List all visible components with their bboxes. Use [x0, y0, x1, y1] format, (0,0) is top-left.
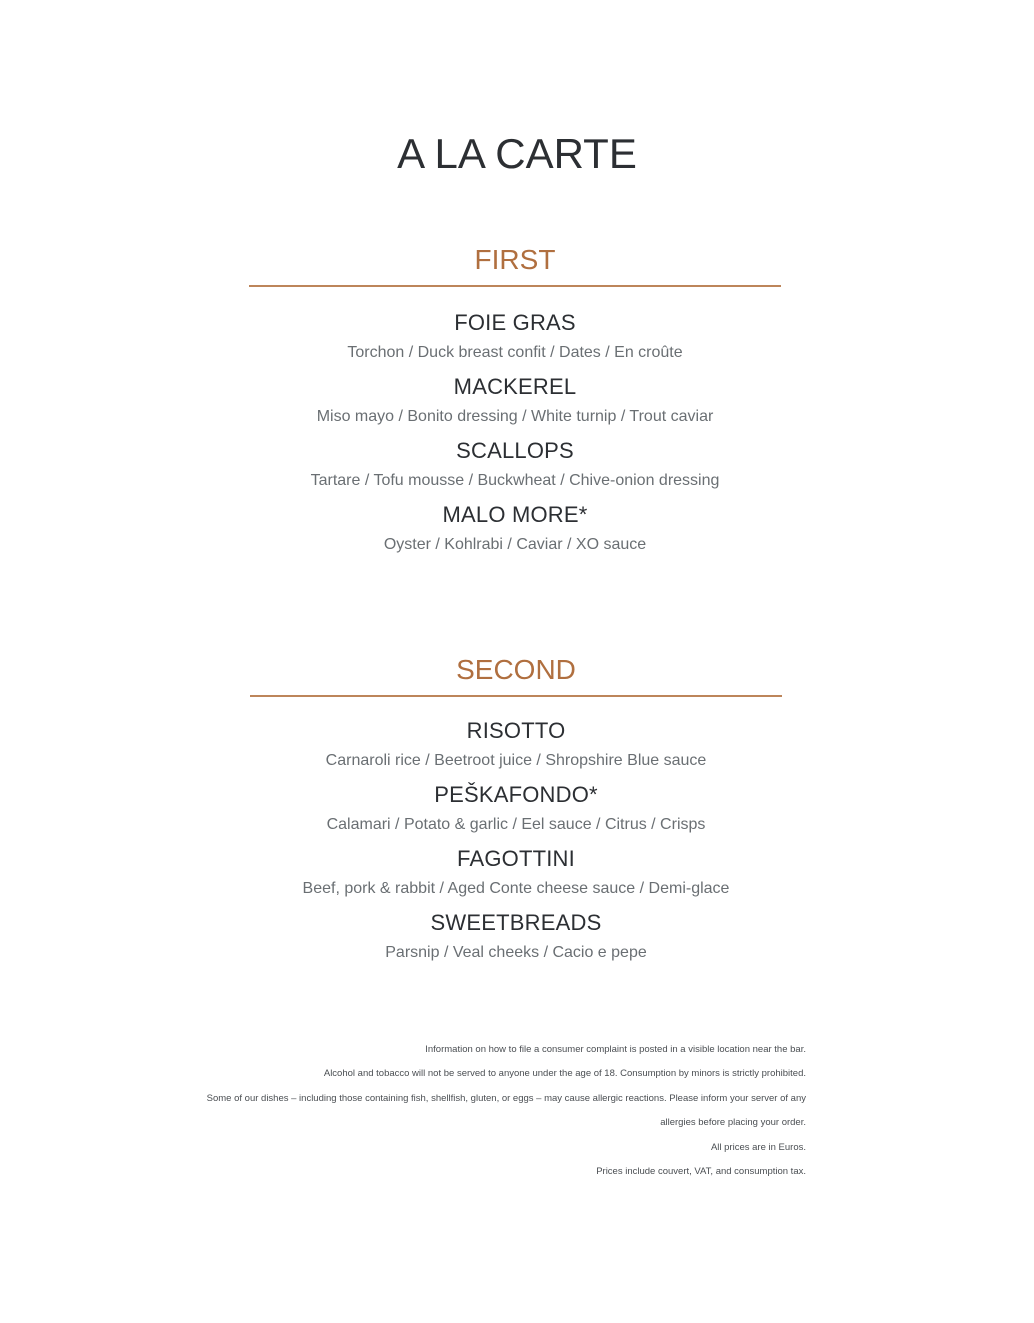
dish-name: MALO MORE* — [442, 502, 588, 527]
section-divider — [250, 695, 782, 697]
footer-notes — [160, 1044, 806, 1190]
section-heading: SECOND — [456, 654, 576, 685]
menu-item — [250, 845, 782, 909]
section-second — [250, 652, 782, 973]
menu-item — [249, 373, 781, 437]
section-divider — [249, 285, 781, 287]
section-heading: FIRST — [474, 244, 556, 275]
dish-list — [249, 309, 781, 565]
menu-item — [249, 501, 781, 565]
dish-description: Miso mayo / Bonito dressing / White turnip / Trout caviar — [316, 408, 714, 425]
dish-name: RISOTTO — [466, 718, 566, 743]
menu-item — [250, 717, 782, 781]
note-taxes: Prices include couvert, VAT, and consumption tax. — [596, 1165, 806, 1177]
dish-description: Oyster / Kohlrabi / Caviar / XO sauce — [383, 536, 647, 553]
note-allergens: Some of our dishes – including those containing fish, shellfish, gluten, or eggs – may cause allergic reactions. Please inform your server of any — [206, 1092, 806, 1104]
note-age-restriction: Alcohol and tobacco will not be served to anyone under the age of 18. Consumption by minors is strictly prohibited. — [323, 1068, 806, 1080]
menu-item — [250, 909, 782, 973]
dish-description: Torchon / Duck breast confit / Dates / En croûte — [347, 344, 683, 361]
dish-description: Beef, pork & rabbit / Aged Conte cheese sauce / Demi-glace — [302, 880, 730, 897]
menu-item — [249, 437, 781, 501]
menu-item — [250, 781, 782, 845]
section-first — [249, 242, 781, 565]
dish-name: PEŠKAFONDO* — [434, 782, 598, 807]
dish-description: Carnaroli rice / Beetroot juice / Shropshire Blue sauce — [325, 752, 707, 769]
note-complaints: Information on how to file a consumer complaint is posted in a visible location near the bar. — [425, 1044, 806, 1055]
note-allergens-continued: allergies before placing your order. — [660, 1117, 806, 1129]
dish-name: SCALLOPS — [456, 438, 574, 463]
note-currency: All prices are in Euros. — [710, 1141, 806, 1153]
dish-description: Calamari / Potato & garlic / Eel sauce / Citrus / Crisps — [326, 816, 706, 833]
dish-name: FAGOTTINI — [457, 846, 575, 871]
menu-item — [249, 309, 781, 373]
dish-description: Tartare / Tofu mousse / Buckwheat / Chive-onion dressing — [310, 472, 720, 489]
dish-list — [250, 717, 782, 973]
page-title: A LA CARTE — [397, 130, 637, 177]
dish-name: MACKEREL — [453, 374, 577, 399]
dish-description: Parsnip / Veal cheeks / Cacio e pepe — [385, 944, 647, 961]
dish-name: SWEETBREADS — [430, 910, 602, 935]
dish-name: FOIE GRAS — [454, 310, 576, 335]
